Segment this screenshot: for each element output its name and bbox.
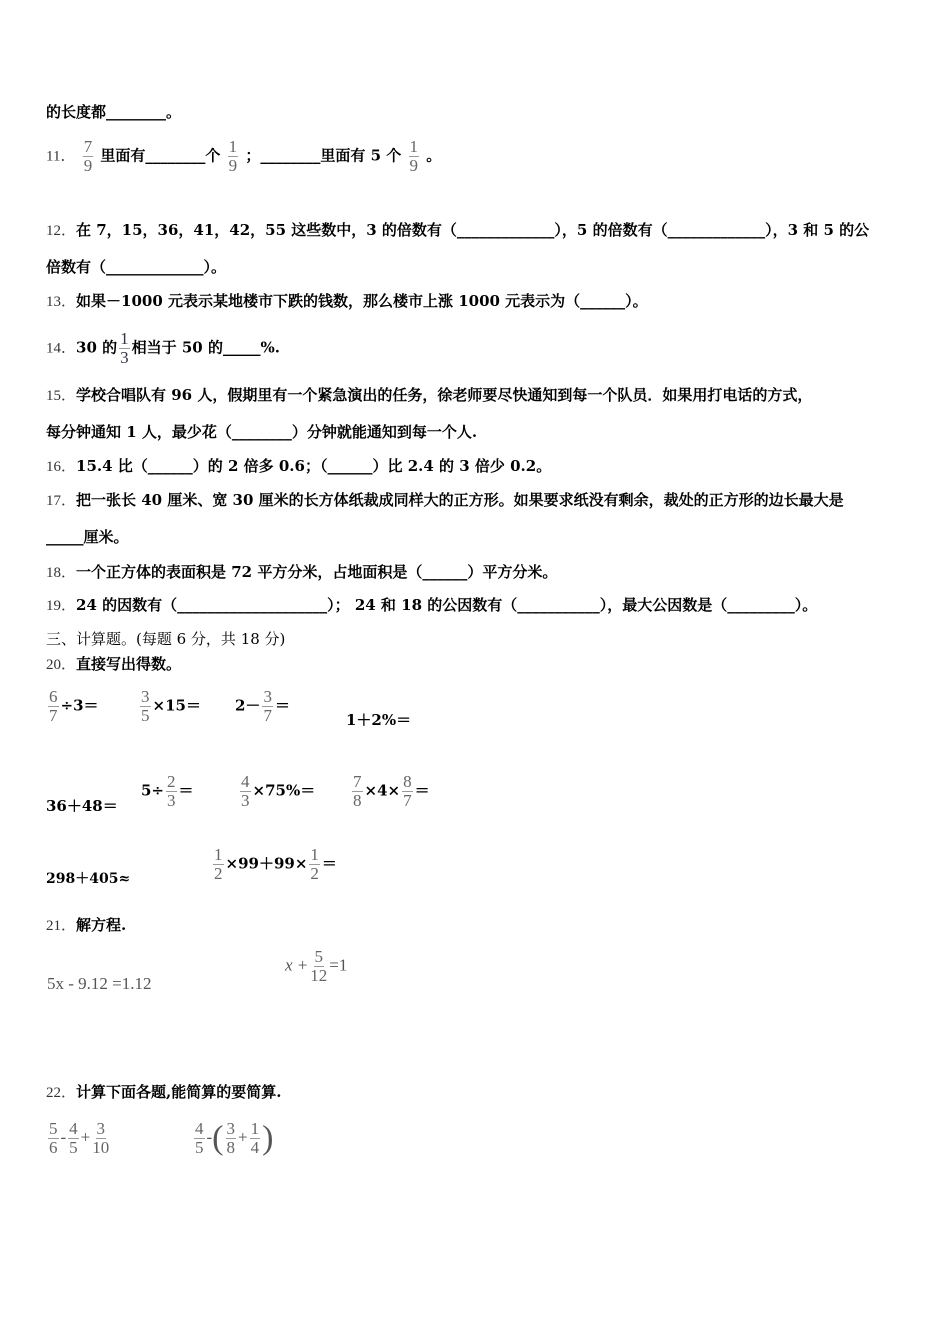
section-3-heading: 三、计算题。(每题 6 分，共 18 分) [46, 630, 286, 648]
calc-5: 36＋48＝ [46, 797, 118, 815]
calc-7: $\frac{4}{3}$ ×75%＝ [241, 772, 316, 810]
question-13: 13．如果－1000 元表示某地楼市下跌的钱数，那么楼市上涨 1000 元表示为（______）。 [46, 292, 648, 310]
expression-1: $\frac{5}{6}$ - $\frac{4}{5}$ + $\frac{3}{10}$ [49, 1119, 110, 1157]
question-16: 16．15.4 比（______）的 2 倍多 0.6；（______）比 2.4 的 3 倍少 0.2。 [46, 457, 552, 475]
question-11: 11． $\frac{7}{9}$ 里面有________个 $\frac{1}{9}$ ；________里面有 5 个 $\frac{1}{9}$ 。 [46, 137, 442, 175]
question-12-cont: 倍数有（_____________）。 [46, 258, 227, 276]
calc-8: $\frac{7}{8}$ ×4× $\frac{8}{7}$ ＝ [353, 772, 430, 810]
equation-2: x + $\frac{5}{12}$ =1 [285, 947, 348, 985]
question-17: 17．把一张长 40 厘米、宽 30 厘米的长方体纸裁成同样大的正方形。如果要求纸没有剩余，裁处的正方形的边长最大是 [46, 491, 844, 509]
fraction: $\frac{7}{9}$ [83, 137, 93, 175]
calc-10: $\frac{1}{2}$ ×99＋99× $\frac{1}{2}$ ＝ [214, 845, 337, 883]
calc-9: 298＋405≈ [46, 871, 131, 887]
calc-6: 5÷ $\frac{2}{3}$ ＝ [141, 772, 194, 810]
question-15: 15．学校合唱队有 96 人，假期里有一个紧急演出的任务，徐老师要尽快通知到每一个队员．如果用打电话的方式， [46, 386, 813, 404]
question-15-cont: 每分钟通知 1 人，最少花（________）分钟就能通知到每一个人. [46, 423, 478, 441]
equation-1: 5x - 9.12 =1.12 [47, 974, 152, 993]
calc-3: 2－ $\frac{3}{7}$ ＝ [235, 687, 290, 725]
question-20: 20．直接写出得数。 [46, 655, 182, 673]
question-19: 19．24 的因数有（____________________）； 24 和 18 的公因数有（___________），最大公因数是（_________）。 [46, 596, 818, 614]
question-22: 22．计算下面各题,能简算的要简算. [46, 1083, 282, 1101]
question-21: 21．解方程. [46, 916, 127, 934]
calc-4: 1＋2%＝ [346, 711, 412, 729]
q10-tail: 的长度都________。 [46, 103, 182, 121]
question-17-cont: _____厘米。 [46, 528, 129, 546]
calc-1: $\frac{6}{7}$ ÷3＝ [49, 687, 99, 725]
question-14: 14．30 的 $\frac{1}{3}$ 相当于 50 的_____%. [46, 329, 280, 367]
fraction: $\frac{1}{9}$ [228, 137, 238, 175]
question-12: 12．在 7，15，36，41，42，55 这些数中，3 的倍数有（_____________），5 的倍数有（_____________），3 和 5 的公 [46, 221, 870, 239]
calc-2: $\frac{3}{5}$ ×15＝ [141, 687, 201, 725]
fraction: $\frac{1}{9}$ [409, 137, 419, 175]
expression-2: $\frac{4}{5}$ -( $\frac{3}{8}$ + $\frac{1}{4}$ ) [195, 1119, 274, 1157]
fraction: $\frac{1}{3}$ [120, 329, 129, 367]
question-18: 18．一个正方体的表面积是 72 平方分米，占地面积是（______）平方分米。 [46, 563, 558, 581]
